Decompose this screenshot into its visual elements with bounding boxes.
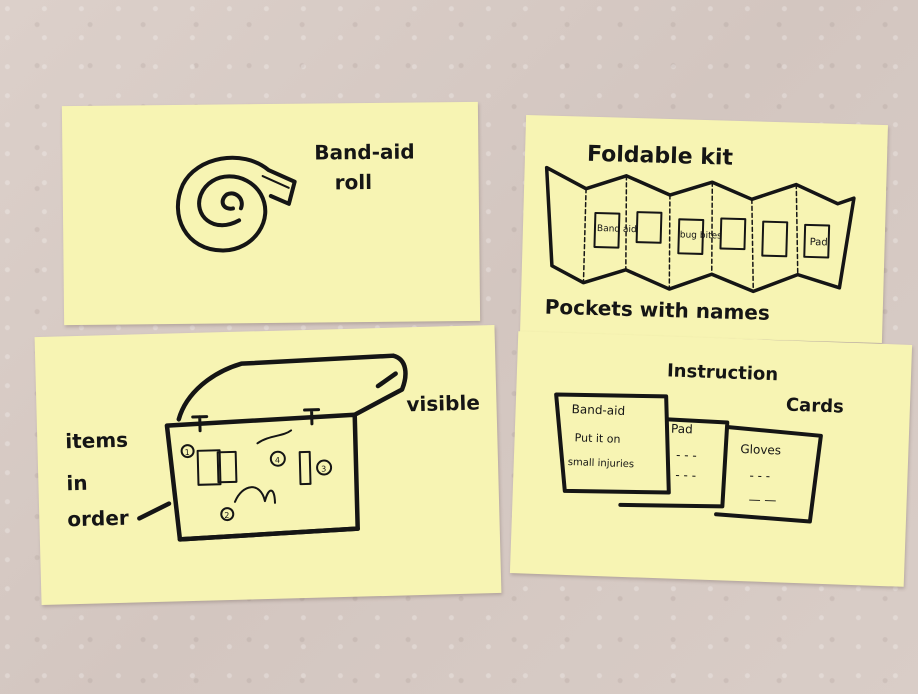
instruction-title-line1: Instruction [666,360,779,386]
middle-card-line1: - - - [675,447,697,463]
foldable-kit-sketch [520,115,888,343]
bandaid-label-line2: roll [334,169,373,195]
pocket-label-pad: Pad [809,236,828,249]
item-number-3: 3 [321,464,327,474]
sticky-note-items-box [35,325,502,605]
front-card-line2: small injuries [567,457,635,471]
label-items: items [64,427,129,454]
sticky-note-foldable-kit [520,115,888,343]
item-number-2: 2 [224,511,230,521]
bandaid-roll-sketch [62,102,480,325]
sticky-note-instruction-cards [510,331,912,587]
instruction-title-line2: Cards [785,394,845,418]
pocket-label-bug-bites: bug bites [679,230,722,242]
front-card-line1: Put it on [574,431,621,446]
item-number-1: 1 [184,448,190,458]
bandaid-label-line1: Band-aid [314,139,415,165]
front-card-title: Band-aid [571,402,626,418]
item-number-4: 4 [274,455,281,465]
back-card-title: Gloves [740,442,782,458]
label-visible: visible [406,390,481,417]
middle-card-line2: - - - [675,467,697,483]
label-in: in [66,470,88,496]
back-card-line2: — — [748,492,777,508]
middle-card-title: Pad [670,421,693,437]
label-order: order [67,505,130,532]
back-card-line1: - - - [749,468,771,484]
foldable-kit-caption: Pockets with names [544,294,771,325]
foldable-kit-title: Foldable kit [586,141,734,171]
pocket-label-bandaid: Band aid [596,224,637,236]
items-box-sketch [35,325,502,605]
instruction-cards-sketch [510,331,912,587]
sticky-note-bandaid-roll [62,102,480,325]
